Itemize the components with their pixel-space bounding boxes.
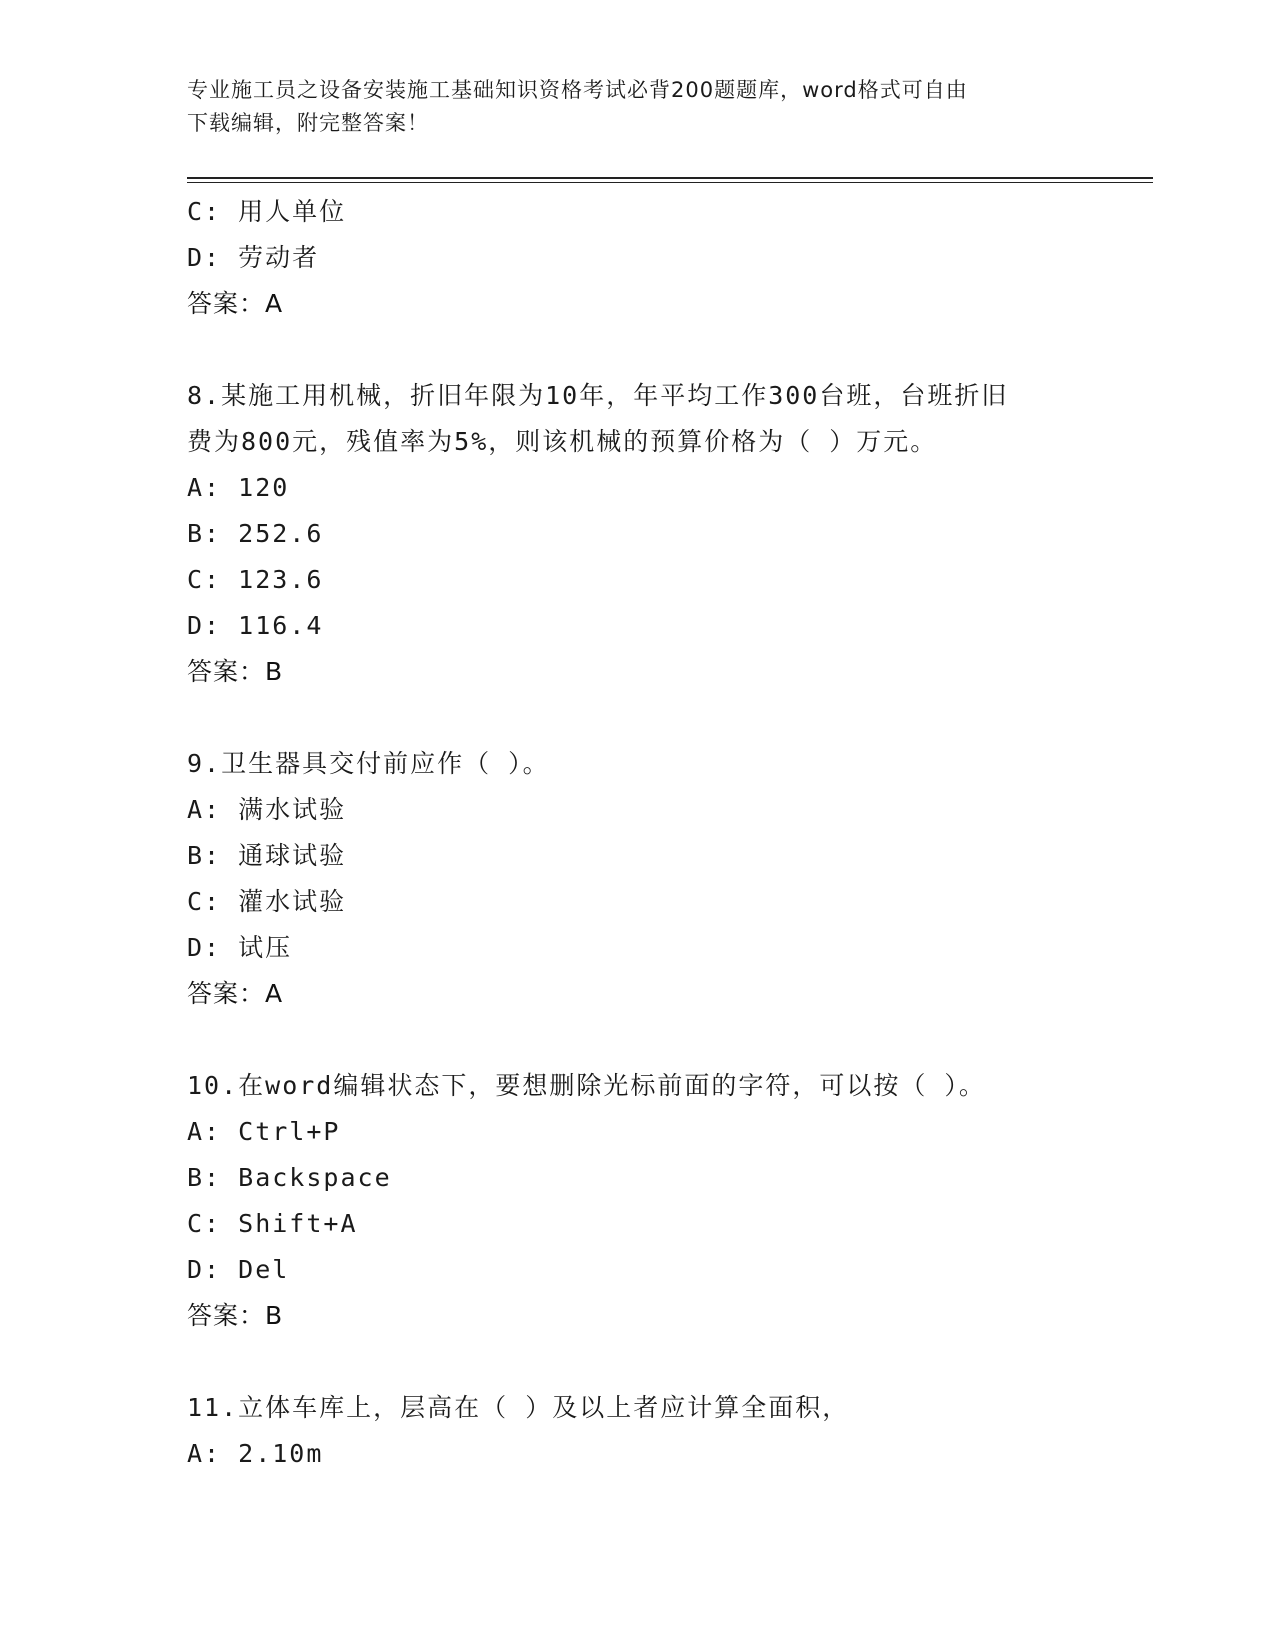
option-d: D: 劳动者: [187, 243, 320, 272]
header-line-1: 专业施工员之设备安装施工基础知识资格考试必背200题题库，word格式可自由: [187, 78, 968, 102]
spacer: [187, 695, 1107, 741]
question-8: [187, 373, 1107, 695]
option-c: C: Shift+A: [187, 1209, 358, 1238]
answer-line: 答案：B: [187, 657, 284, 686]
question-stem: 8.某施工用机械，折旧年限为10年，年平均工作300台班，台班折旧: [187, 381, 1009, 410]
option-d: D: Del: [187, 1255, 290, 1284]
option-a: A: Ctrl+P: [187, 1117, 341, 1146]
option-b: B: Backspace: [187, 1163, 392, 1192]
option-b: B: 通球试验: [187, 841, 347, 870]
option-c: C: 用人单位: [187, 197, 347, 226]
answer-line: 答案：A: [187, 289, 284, 318]
document-header: [187, 74, 1067, 140]
header-divider-thin: [187, 182, 1153, 183]
question-stem: 11.立体车库上，层高在（ ）及以上者应计算全面积，: [187, 1393, 850, 1422]
header-line-2: 下载编辑，附完整答案！: [187, 111, 429, 135]
question-stem: 费为800元，残值率为5%，则该机械的预算价格为（ ）万元。: [187, 427, 938, 456]
answer-line: 答案：A: [187, 979, 284, 1008]
question-list: [187, 189, 1107, 1477]
option-c: C: 灌水试验: [187, 887, 347, 916]
question-9: [187, 741, 1107, 1017]
option-a: A: 2.10m: [187, 1439, 324, 1468]
question-stem: 10.在word编辑状态下，要想删除光标前面的字符，可以按（ ）。: [187, 1071, 986, 1100]
question-stem: 9.卫生器具交付前应作（ ）。: [187, 749, 550, 778]
spacer: [187, 1017, 1107, 1063]
answer-line: 答案：B: [187, 1301, 284, 1330]
spacer: [187, 327, 1107, 373]
option-a: A: 满水试验: [187, 795, 347, 824]
question-7-continuation: [187, 189, 1107, 327]
question-11: [187, 1385, 1107, 1477]
option-a: A: 120: [187, 473, 290, 502]
question-10: [187, 1063, 1107, 1339]
option-b: B: 252.6: [187, 519, 324, 548]
header-divider-thick: [187, 177, 1153, 179]
spacer: [187, 1339, 1107, 1385]
option-d: D: 116.4: [187, 611, 324, 640]
option-c: C: 123.6: [187, 565, 324, 594]
option-d: D: 试压: [187, 933, 293, 962]
